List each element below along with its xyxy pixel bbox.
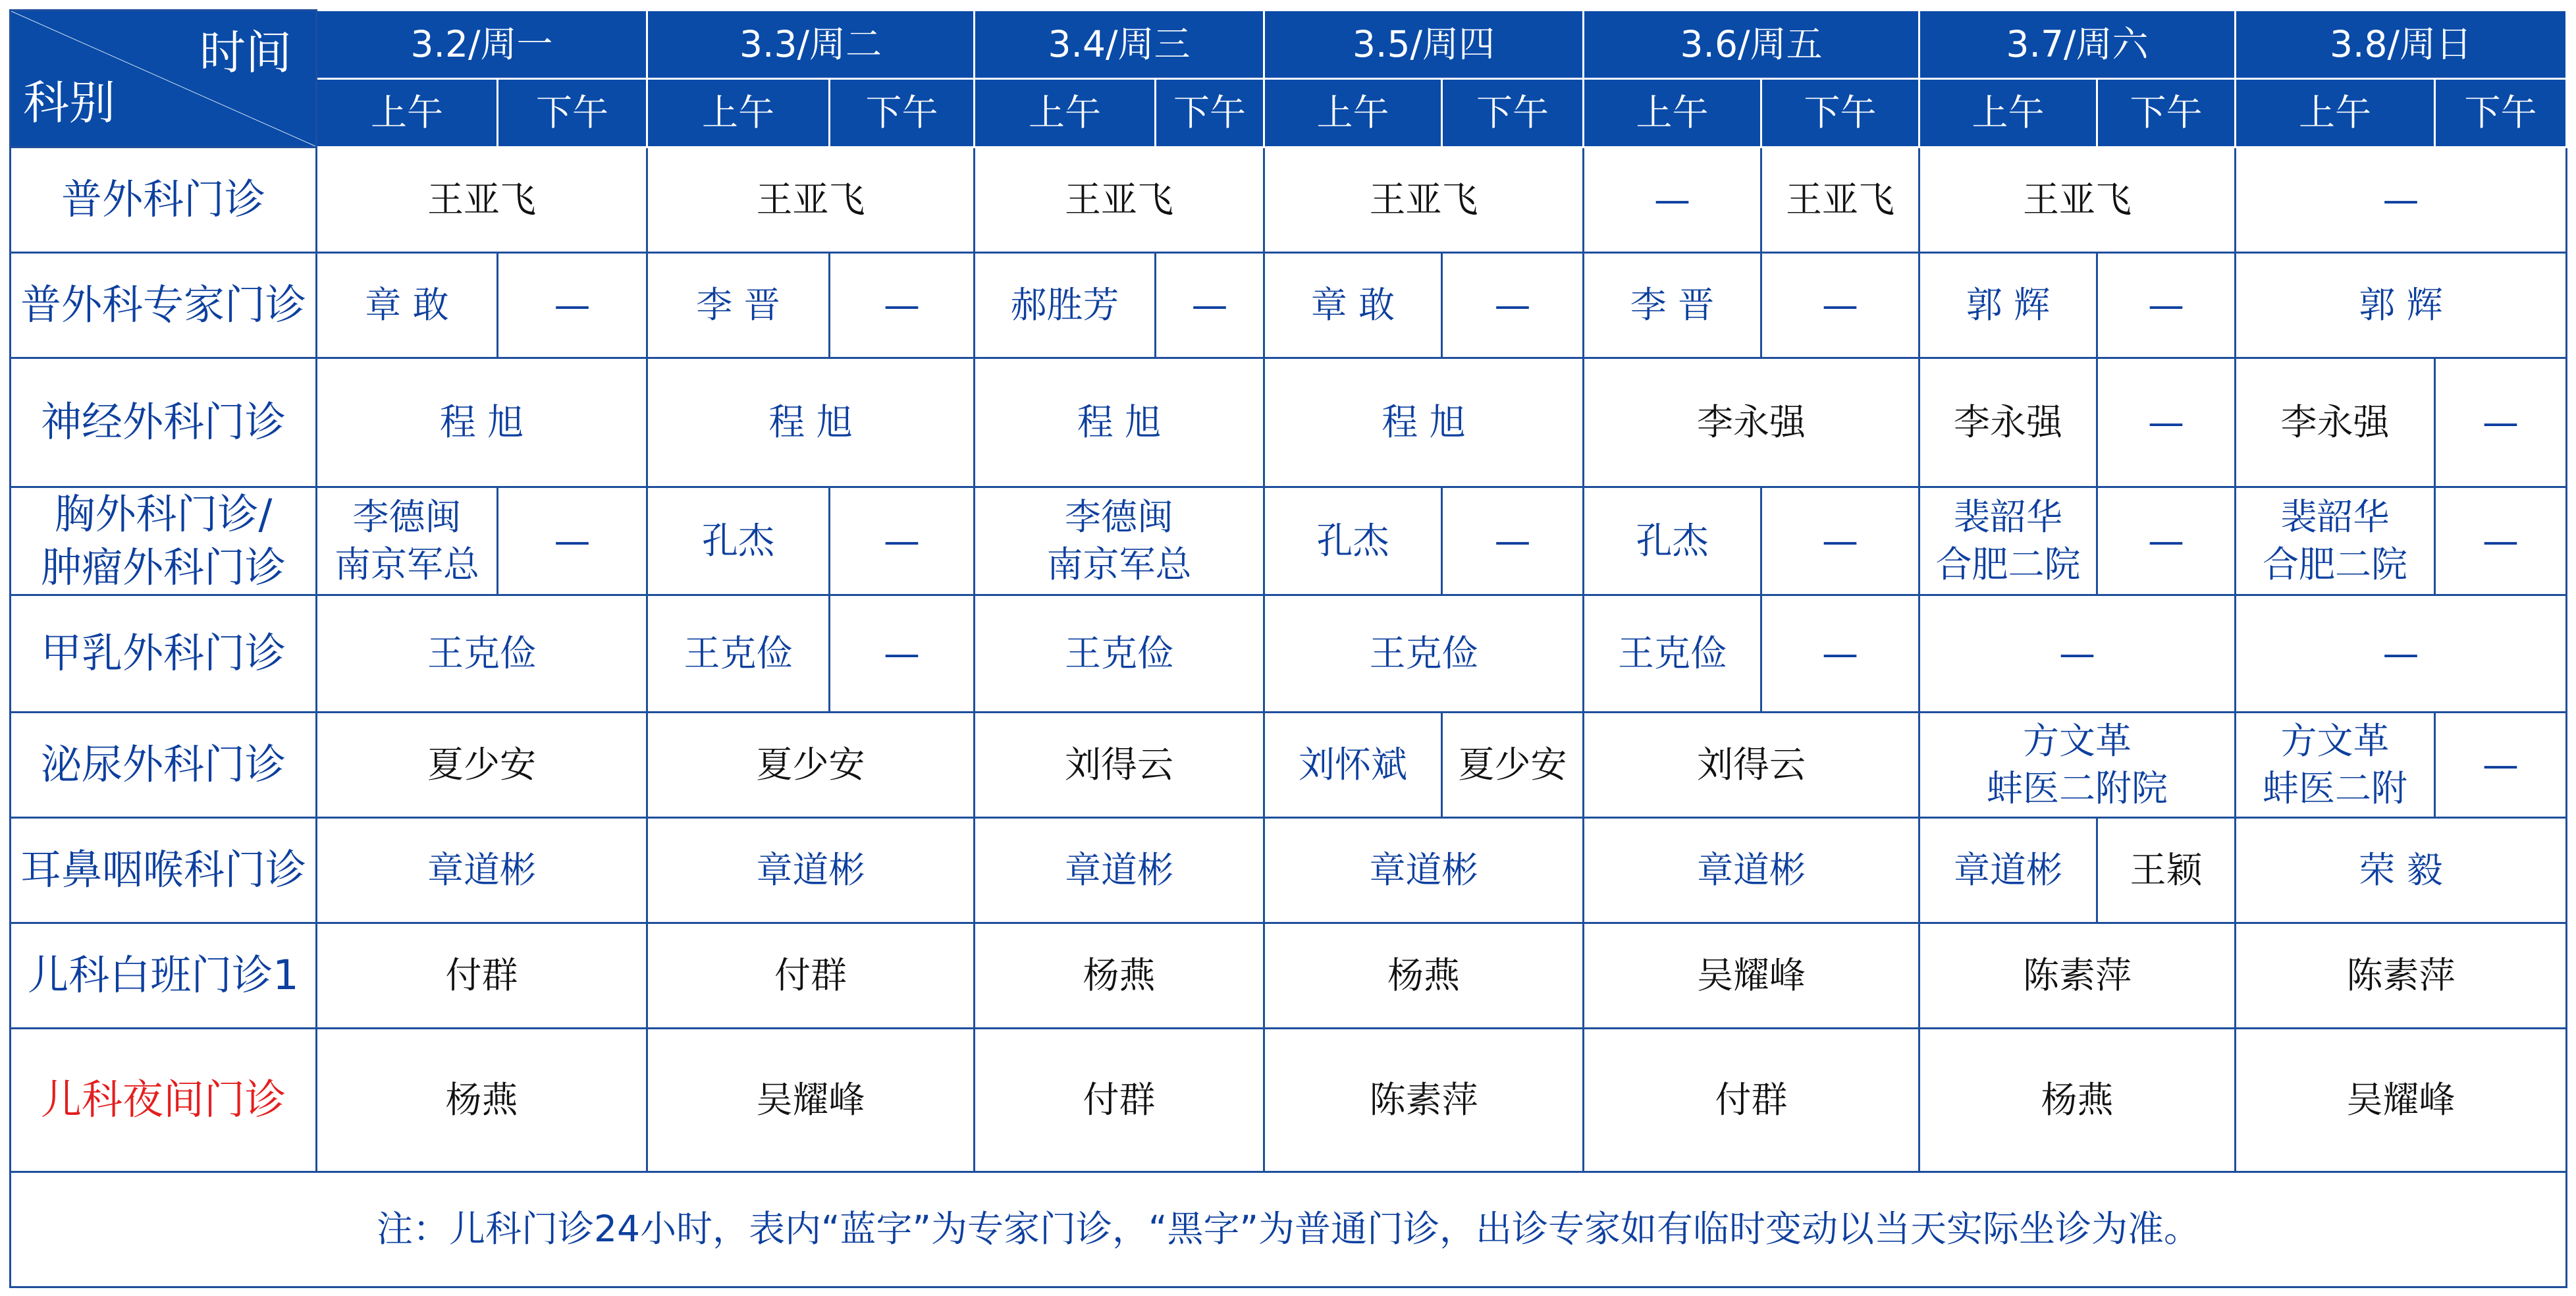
schedule-cell: 王亚飞 <box>1919 148 2236 253</box>
schedule-cell: — <box>1919 595 2236 713</box>
am-header: 上午 <box>647 79 830 148</box>
table-row <box>11 148 2567 253</box>
pm-header: 下午 <box>1156 79 1264 148</box>
schedule-cell: — <box>2097 487 2236 595</box>
schedule-cell: 李永强 <box>2236 358 2435 487</box>
doctor-name: 李德闽 <box>1064 496 1173 539</box>
am-header: 上午 <box>1584 79 1761 148</box>
schedule-cell: — <box>2435 487 2567 595</box>
schedule-cell: 章道彬 <box>1584 818 1919 923</box>
schedule-cell: 王亚飞 <box>1761 148 1919 253</box>
schedule-cell: — <box>830 487 975 595</box>
schedule-cell: — <box>2435 358 2567 487</box>
pm-header: 下午 <box>2435 79 2567 148</box>
schedule-cell: 孔杰 <box>1264 487 1442 595</box>
schedule-cell: — <box>1761 253 1919 358</box>
schedule-cell: 程 旭 <box>1264 358 1584 487</box>
schedule-cell: 刘得云 <box>1584 713 1919 818</box>
schedule-cell: 陈素萍 <box>2236 923 2567 1029</box>
schedule-cell: 章道彬 <box>975 818 1264 923</box>
footnote: 注：儿科门诊24小时，表内“蓝字”为专家门诊，“黑字”为普通门诊，出诊专家如有临时变动以当天实际坐诊为准。 <box>11 1172 2567 1287</box>
dept-neurosurgery: 神经外科门诊 <box>11 358 317 487</box>
table-row <box>11 818 2567 923</box>
schedule-cell: 陈素萍 <box>1264 1029 1584 1172</box>
dept-line: 胸外科门诊/ <box>54 490 273 538</box>
schedule-cell: — <box>1761 487 1919 595</box>
day-header-mon: 3.2/周一 <box>317 11 647 79</box>
table-row <box>11 487 2567 595</box>
schedule-cell: 付群 <box>647 923 975 1029</box>
doctor-name: 方文革 <box>2022 720 2132 763</box>
schedule-cell: 付群 <box>317 923 647 1029</box>
am-header: 上午 <box>2236 79 2435 148</box>
schedule-cell: — <box>2236 595 2567 713</box>
schedule-cell: — <box>2435 713 2567 818</box>
schedule-cell: 李永强 <box>1584 358 1919 487</box>
schedule-cell: 杨燕 <box>317 1029 647 1172</box>
schedule-cell: — <box>1156 253 1264 358</box>
schedule-cell: — <box>1442 487 1584 595</box>
am-header: 上午 <box>1919 79 2097 148</box>
schedule-cell <box>975 487 1264 595</box>
schedule-cell: 刘得云 <box>975 713 1264 818</box>
schedule-cell: 李永强 <box>1919 358 2097 487</box>
schedule-cell: 章 敢 <box>317 253 498 358</box>
table-row <box>11 358 2567 487</box>
doctor-hospital: 合肥二院 <box>2262 543 2407 585</box>
schedule-cell: 吴耀峰 <box>2236 1029 2567 1172</box>
dept-general-surgery: 普外科门诊 <box>11 148 317 253</box>
schedule-cell: 孔杰 <box>647 487 830 595</box>
schedule-cell: 夏少安 <box>1442 713 1584 818</box>
schedule-cell: 程 旭 <box>975 358 1264 487</box>
schedule-cell: 杨燕 <box>975 923 1264 1029</box>
schedule-cell <box>1919 713 2236 818</box>
header-corner <box>11 11 317 148</box>
schedule-cell: 王亚飞 <box>1264 148 1584 253</box>
pm-header: 下午 <box>1442 79 1584 148</box>
schedule-cell: 章道彬 <box>1919 818 2097 923</box>
schedule-cell: 夏少安 <box>317 713 647 818</box>
schedule-cell: — <box>498 487 647 595</box>
doctor-hospital: 蚌医二附院 <box>1986 767 2168 809</box>
day-header-thu: 3.5/周四 <box>1264 11 1584 79</box>
table-row <box>11 713 2567 818</box>
schedule-cell: 程 旭 <box>647 358 975 487</box>
schedule-cell: — <box>830 595 975 713</box>
day-header-tue: 3.3/周二 <box>647 11 975 79</box>
day-header-sun: 3.8/周日 <box>2236 11 2567 79</box>
schedule-cell: 程 旭 <box>317 358 647 487</box>
pm-header: 下午 <box>830 79 975 148</box>
schedule-cell: 孔杰 <box>1584 487 1761 595</box>
pm-header: 下午 <box>498 79 647 148</box>
doctor-name: 裴韶华 <box>2280 496 2390 539</box>
schedule-cell: 王克俭 <box>1584 595 1761 713</box>
schedule-cell: 杨燕 <box>1264 923 1584 1029</box>
doctor-hospital: 南京军总 <box>1046 543 1192 585</box>
schedule-cell <box>317 487 498 595</box>
schedule-cell: 郝胜芳 <box>975 253 1156 358</box>
doctor-hospital: 南京军总 <box>334 543 479 585</box>
schedule-cell: 章道彬 <box>317 818 647 923</box>
schedule-cell: 陈素萍 <box>1919 923 2236 1029</box>
schedule-cell: 夏少安 <box>647 713 975 818</box>
am-header: 上午 <box>317 79 498 148</box>
day-header-sat: 3.7/周六 <box>1919 11 2236 79</box>
table-row <box>11 595 2567 713</box>
am-header: 上午 <box>1264 79 1442 148</box>
schedule-cell: 王克俭 <box>647 595 830 713</box>
corner-dept-label: 科别 <box>23 76 115 130</box>
day-header-wed: 3.4/周三 <box>975 11 1264 79</box>
doctor-hospital: 合肥二院 <box>1935 543 2081 585</box>
schedule-cell <box>1919 487 2097 595</box>
schedule-cell: 李 晋 <box>647 253 830 358</box>
schedule-cell: 王颖 <box>2097 818 2236 923</box>
dept-general-surgery-expert: 普外科专家门诊 <box>11 253 317 358</box>
schedule-cell: 杨燕 <box>1919 1029 2236 1172</box>
schedule-cell: 郭 辉 <box>1919 253 2097 358</box>
corner-time-label: 时间 <box>200 26 292 80</box>
dept-pediatrics-day: 儿科白班门诊1 <box>11 923 317 1029</box>
schedule-cell: 王克俭 <box>317 595 647 713</box>
schedule-cell: 王亚飞 <box>647 148 975 253</box>
dept-line: 肿瘤外科门诊 <box>40 543 286 591</box>
schedule-cell: 吴耀峰 <box>1584 923 1919 1029</box>
schedule-cell: 付群 <box>1584 1029 1919 1172</box>
dept-pediatrics-night: 儿科夜间门诊 <box>11 1029 317 1172</box>
schedule-cell: 王克俭 <box>1264 595 1584 713</box>
table-row <box>11 1172 2567 1287</box>
dept-thoracic-oncology <box>11 487 317 595</box>
schedule-cell: — <box>2097 253 2236 358</box>
schedule-cell <box>2236 487 2435 595</box>
schedule-cell: 王亚飞 <box>317 148 647 253</box>
schedule-cell: — <box>2097 358 2236 487</box>
schedule-cell <box>2236 713 2435 818</box>
dept-ent: 耳鼻咽喉科门诊 <box>11 818 317 923</box>
schedule-cell: 王克俭 <box>975 595 1264 713</box>
schedule-cell: 郭 辉 <box>2236 253 2567 358</box>
doctor-name: 李德闽 <box>352 496 462 539</box>
schedule-cell: — <box>1761 595 1919 713</box>
dept-urology: 泌尿外科门诊 <box>11 713 317 818</box>
pm-header: 下午 <box>2097 79 2236 148</box>
doctor-name: 裴韶华 <box>1953 496 2062 539</box>
day-header-fri: 3.6/周五 <box>1584 11 1919 79</box>
schedule-cell: — <box>830 253 975 358</box>
schedule-cell: 付群 <box>975 1029 1264 1172</box>
schedule-cell: — <box>2236 148 2567 253</box>
dept-thyroid-breast: 甲乳外科门诊 <box>11 595 317 713</box>
table-row <box>11 1029 2567 1172</box>
doctor-name: 方文革 <box>2280 720 2390 763</box>
doctor-hospital: 蚌医二附 <box>2262 767 2407 809</box>
schedule-cell: — <box>1584 148 1761 253</box>
schedule-cell: 王亚飞 <box>975 148 1264 253</box>
clinic-schedule-table <box>9 9 2567 1288</box>
schedule-cell: — <box>1442 253 1584 358</box>
schedule-cell: 吴耀峰 <box>647 1029 975 1172</box>
table-row <box>11 253 2567 358</box>
schedule-cell: — <box>498 253 647 358</box>
table-row <box>11 923 2567 1029</box>
schedule-cell: 荣 毅 <box>2236 818 2567 923</box>
schedule-cell: 章道彬 <box>1264 818 1584 923</box>
am-header: 上午 <box>975 79 1156 148</box>
schedule-cell: 章道彬 <box>647 818 975 923</box>
schedule-cell: 章 敢 <box>1264 253 1442 358</box>
pm-header: 下午 <box>1761 79 1919 148</box>
schedule-cell: 李 晋 <box>1584 253 1761 358</box>
schedule-cell: 刘怀斌 <box>1264 713 1442 818</box>
